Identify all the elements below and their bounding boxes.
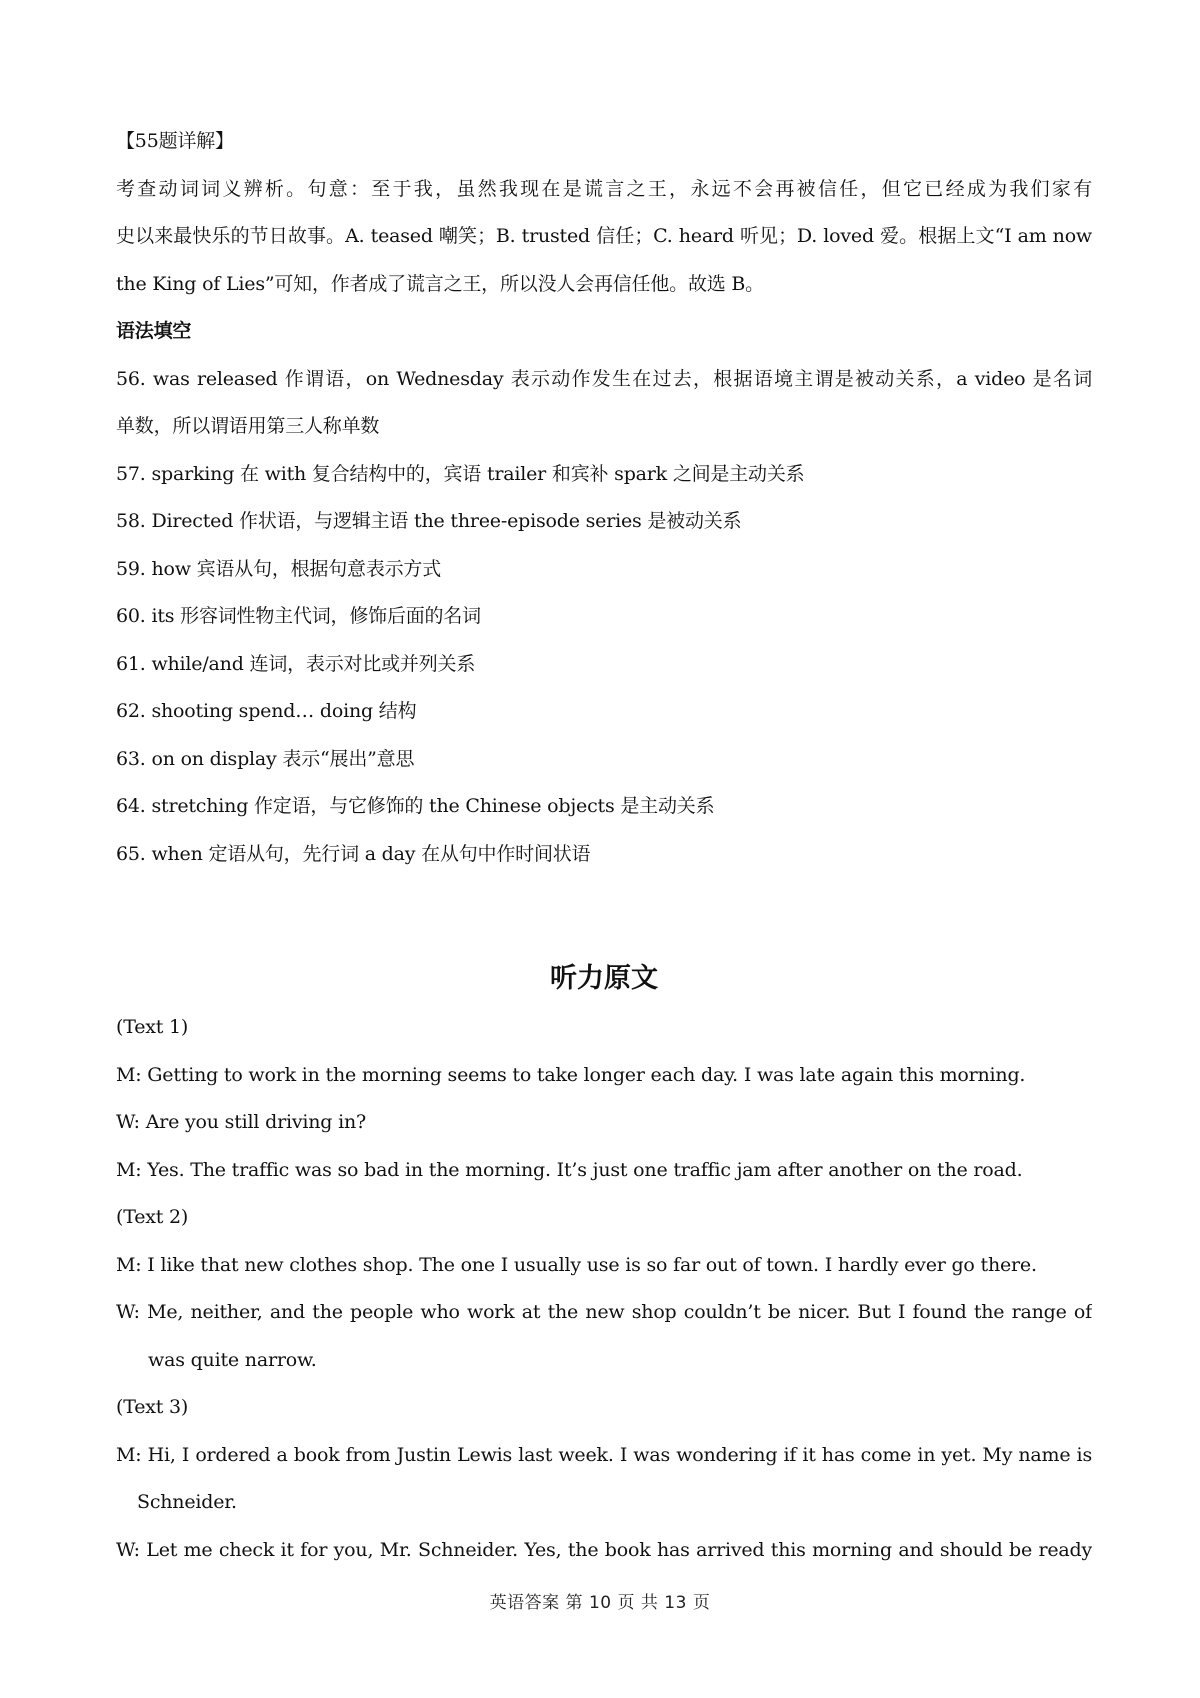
- listening-line: W: Let me check it for you, Mr. Schneider. Yes, the book has arrived this morning and should be ready: [116, 1538, 1092, 1561]
- page-footer: 英语答案 第 10 页 共 13 页: [489, 1593, 711, 1613]
- listening-line: M: Getting to work in the morning seems to take longer each day. I was late again this morning.: [116, 1063, 1026, 1086]
- grammar-item-60: 60. its 形容词性物主代词，修饰后面的名词: [116, 605, 481, 627]
- grammar-item-64: 64. stretching 作定语，与它修饰的 the Chinese objects 是主动关系: [116, 795, 715, 817]
- listening-line: W: Are you still driving in?: [116, 1111, 366, 1133]
- listening-line: M: Hi, I ordered a book from Justin Lewis last week. I was wondering if it has come in yet. My name is: [116, 1443, 1092, 1466]
- listening-text1-label: (Text 1): [116, 1016, 189, 1038]
- grammar-item-61: 61. while/and 连词，表示对比或并列关系: [116, 652, 476, 675]
- page-content: [116, 118, 1092, 1574]
- grammar-item-56: 56. was released 作谓语，on Wednesday 表示动作发生在过去，根据语境主谓是被动关系，a video 是名词: [116, 367, 1092, 390]
- detail-line-1: 考查动词词义辨析。句意：至于我，虽然我现在是谎言之王，永远不会再被信任，但它已经成为我们家有: [116, 177, 1092, 200]
- grammar-item-62: 62. shooting spend… doing 结构: [116, 700, 417, 722]
- listening-text2-label: (Text 2): [116, 1206, 189, 1228]
- listening-line: W: Me, neither, and the people who work at the new shop couldn’t be nicer. But I found the range of: [116, 1301, 1092, 1323]
- grammar-item-56-cont: 单数，所以谓语用第三人称单数: [116, 415, 380, 437]
- grammar-item-59: 59. how 宾语从句，根据句意表示方式: [116, 557, 442, 580]
- section-spacer: [116, 878, 1092, 954]
- detail-line-3: the King of Lies”可知，作者成了谎言之王，所以没人会再信任他。故选 B。: [116, 272, 764, 295]
- grammar-heading: 语法填空: [116, 320, 192, 342]
- grammar-item-63: 63. on on display 表示“展出”意思: [116, 747, 415, 770]
- grammar-item-58: 58. Directed 作状语，与逻辑主语 the three-episode series 是被动关系: [116, 510, 742, 532]
- detail-line-2: 史以来最快乐的节日故事。A. teased 嘲笑；B. trusted 信任；C. heard 听见；D. loved 爱。根据上文“I am now: [116, 225, 1092, 247]
- listening-line-cont: was quite narrow.: [148, 1348, 317, 1371]
- listening-line: M: Yes. The traffic was so bad in the morning. It’s just one traffic jam after another on the road.: [116, 1158, 1023, 1181]
- listening-line: M: I like that new clothes shop. The one I usually use is so far out of town. I hardly ever go there.: [116, 1253, 1037, 1276]
- listening-text3-label: (Text 3): [116, 1396, 189, 1418]
- detail-heading: 【55题详解】: [116, 130, 234, 152]
- grammar-item-65: 65. when 定语从句，先行词 a day 在从句中作时间状语: [116, 842, 591, 865]
- listening-line-cont: Schneider.: [137, 1491, 237, 1513]
- grammar-item-57: 57. sparking 在 with 复合结构中的，宾语 trailer 和宾补 spark 之间是主动关系: [116, 462, 805, 485]
- listening-title: 听力原文: [550, 963, 658, 994]
